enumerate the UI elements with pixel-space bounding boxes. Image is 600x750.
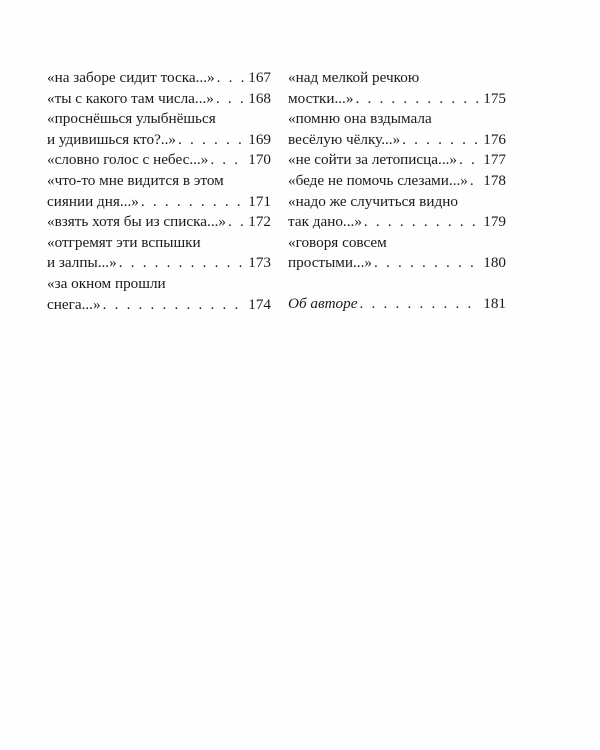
dot-leader <box>216 89 245 110</box>
toc-entry <box>288 233 506 274</box>
toc-entry-title: «взять хотя бы из списка...» <box>47 213 227 231</box>
toc-page-number: 167 <box>248 69 271 86</box>
toc-page-number: 170 <box>248 151 271 169</box>
toc-page-number: 173 <box>248 254 271 272</box>
toc-column-right <box>288 68 506 315</box>
dot-leader <box>210 150 245 171</box>
toc-page-number: 180 <box>483 254 506 272</box>
dot-leader <box>355 89 480 110</box>
toc-entry-title-cont: снега...» <box>47 295 101 313</box>
toc-entry-title-cont: сиянии дня...» <box>47 192 139 210</box>
toc-entry-title: «словно голос с небес...» <box>47 151 209 169</box>
toc-entry-title: «на заборе сидит тоска...» <box>47 69 215 86</box>
dot-leader <box>360 294 481 315</box>
dot-leader <box>402 130 480 151</box>
toc-entry <box>288 192 506 233</box>
toc-page-number: 174 <box>248 295 271 313</box>
toc-entry <box>288 68 506 109</box>
toc-entry-title: «говоря совсем <box>288 233 387 251</box>
toc-entry-title: «надо же случиться видно <box>288 192 458 210</box>
toc-entry-about-author <box>288 294 506 315</box>
toc-entry-title: «не сойти за летописца...» <box>288 151 458 169</box>
dot-leader <box>103 295 246 316</box>
toc-page-number: 176 <box>483 130 506 148</box>
toc-page-number: 177 <box>483 151 506 169</box>
toc-entry <box>47 150 271 171</box>
dot-leader <box>459 150 480 171</box>
toc-page-number: 181 <box>483 294 506 312</box>
toc-entry-title: «отгремят эти вспышки <box>47 233 201 251</box>
toc-entry-title-cont: весёлую чёлку...» <box>288 130 401 148</box>
toc-entry <box>47 274 271 315</box>
toc-entry <box>47 68 271 89</box>
toc-page-number: 172 <box>248 213 271 231</box>
toc-column-left <box>47 68 271 315</box>
dot-leader <box>364 212 480 233</box>
toc-entry <box>47 212 271 233</box>
toc-entry-title: «над мелкой речкою <box>288 69 420 86</box>
dot-leader <box>470 171 480 192</box>
dot-leader <box>119 253 246 274</box>
toc-page-number: 171 <box>248 192 271 210</box>
dot-leader <box>141 192 245 213</box>
toc-entry-title-cont: так дано...» <box>288 213 362 231</box>
toc-entry-title-cont: простыми...» <box>288 254 372 272</box>
section-gap <box>288 274 506 294</box>
dot-leader <box>374 253 480 274</box>
toc-page-number: 178 <box>483 171 506 189</box>
toc-page-number: 175 <box>483 89 506 107</box>
toc-entry <box>288 109 506 150</box>
toc-entry-title: «помню она вздымала <box>288 110 432 128</box>
toc-entry <box>47 89 271 110</box>
toc-entry-title: «что-то мне видится в этом <box>47 171 224 189</box>
dot-leader <box>217 68 246 89</box>
toc-entry-title: «за окном прошли <box>47 274 166 292</box>
toc-entry-title-cont: мостки...» <box>288 89 354 107</box>
toc-entry-title: «беде не помочь слезами...» <box>288 171 468 189</box>
toc-entry-title: «проснёшься улыбнёшься <box>47 110 216 128</box>
toc-entry <box>47 233 271 274</box>
toc-entry <box>288 150 506 171</box>
toc-entry <box>288 171 506 192</box>
toc-entry <box>47 171 271 212</box>
toc-page-number: 168 <box>248 89 271 107</box>
dot-leader <box>178 130 245 151</box>
toc-page-number: 169 <box>248 130 271 148</box>
toc-entry <box>47 109 271 150</box>
toc-entry-title: Об авторе <box>288 294 358 312</box>
toc-entry-title-cont: и удивишься кто?..» <box>47 130 176 148</box>
toc-entry-title-cont: и залпы...» <box>47 254 117 272</box>
dot-leader <box>228 212 245 233</box>
toc-entry-title: «ты с какого там числа...» <box>47 89 214 107</box>
toc-page-number: 179 <box>483 213 506 231</box>
